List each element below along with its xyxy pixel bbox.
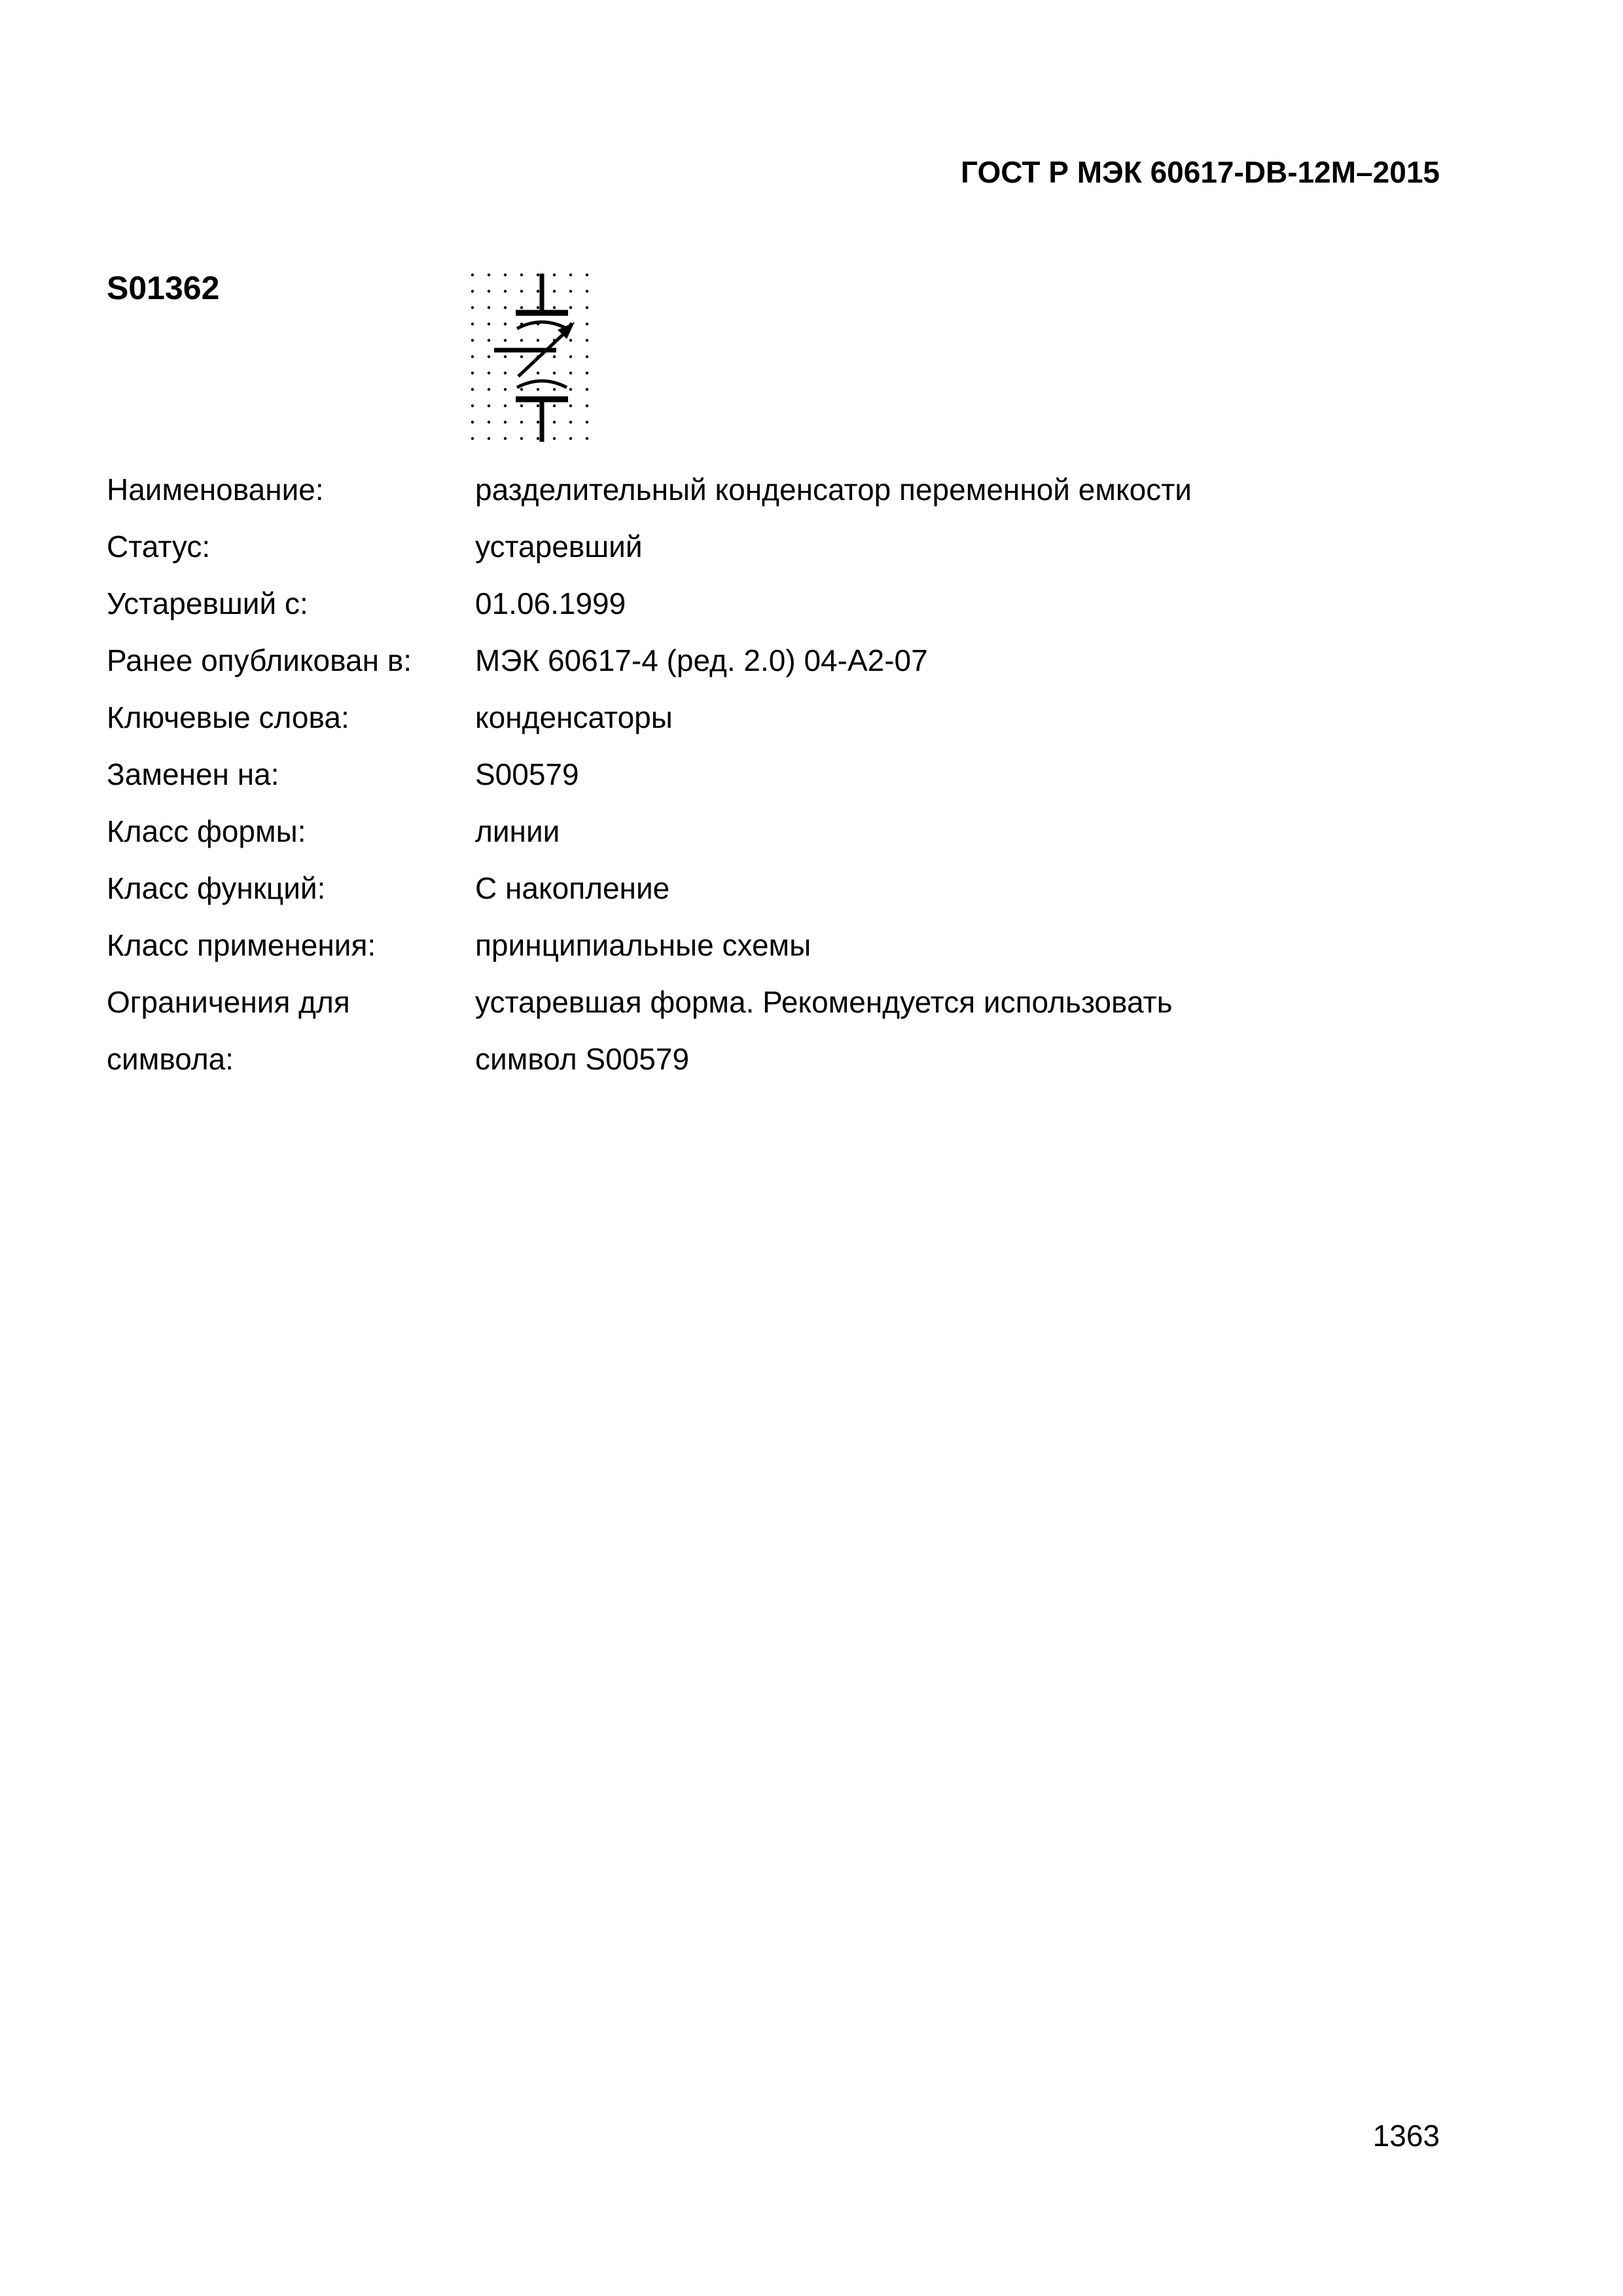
standard-designation: ГОСТ Р МЭК 60617-DB-12M–2015 [961,155,1440,189]
property-label: Ограничения для символа: [107,985,350,1076]
property-label: Ранее опубликован в: [107,643,412,677]
property-row-status [107,518,1442,575]
property-label: Статус: [107,529,211,564]
property-row-name [107,461,1442,518]
property-row-restrictions [107,974,1442,1088]
property-value: конденсаторы [475,700,673,734]
property-label: Заменен на: [107,757,279,791]
property-row-function-class [107,860,1442,917]
property-row-replaced-by [107,746,1442,803]
property-value: C накопление [475,871,670,905]
property-row-application-class [107,917,1442,974]
property-label: Устаревший с: [107,586,308,620]
symbol-properties [107,461,1442,1088]
grid-dots [471,274,588,440]
symbol-code: S01362 [107,270,220,306]
property-value: 01.06.1999 [475,586,626,620]
property-label: Наименование: [107,473,324,507]
property-label: Класс формы: [107,814,306,848]
property-value: S00579 [475,757,579,791]
property-value: принципиальные схемы [475,928,812,962]
property-value: линии [475,814,560,848]
variable-feedthrough-capacitor-icon [458,268,602,452]
property-value: разделительный конденсатор переменной емкости [475,473,1192,507]
page-number: 1363 [1372,2119,1440,2153]
property-row-previously-published [107,632,1442,689]
property-label: Класс функций: [107,871,326,905]
property-value: устаревший [475,529,643,564]
property-value: МЭК 60617-4 (ред. 2.0) 04-A2-07 [475,643,928,677]
property-row-obsolete-since [107,575,1442,632]
property-value: устаревшая форма. Рекомендуется использовать символ S00579 [475,985,1173,1076]
property-row-keywords [107,689,1442,746]
property-label: Ключевые слова: [107,700,349,734]
property-row-shape-class [107,803,1442,860]
property-label: Класс применения: [107,928,376,962]
